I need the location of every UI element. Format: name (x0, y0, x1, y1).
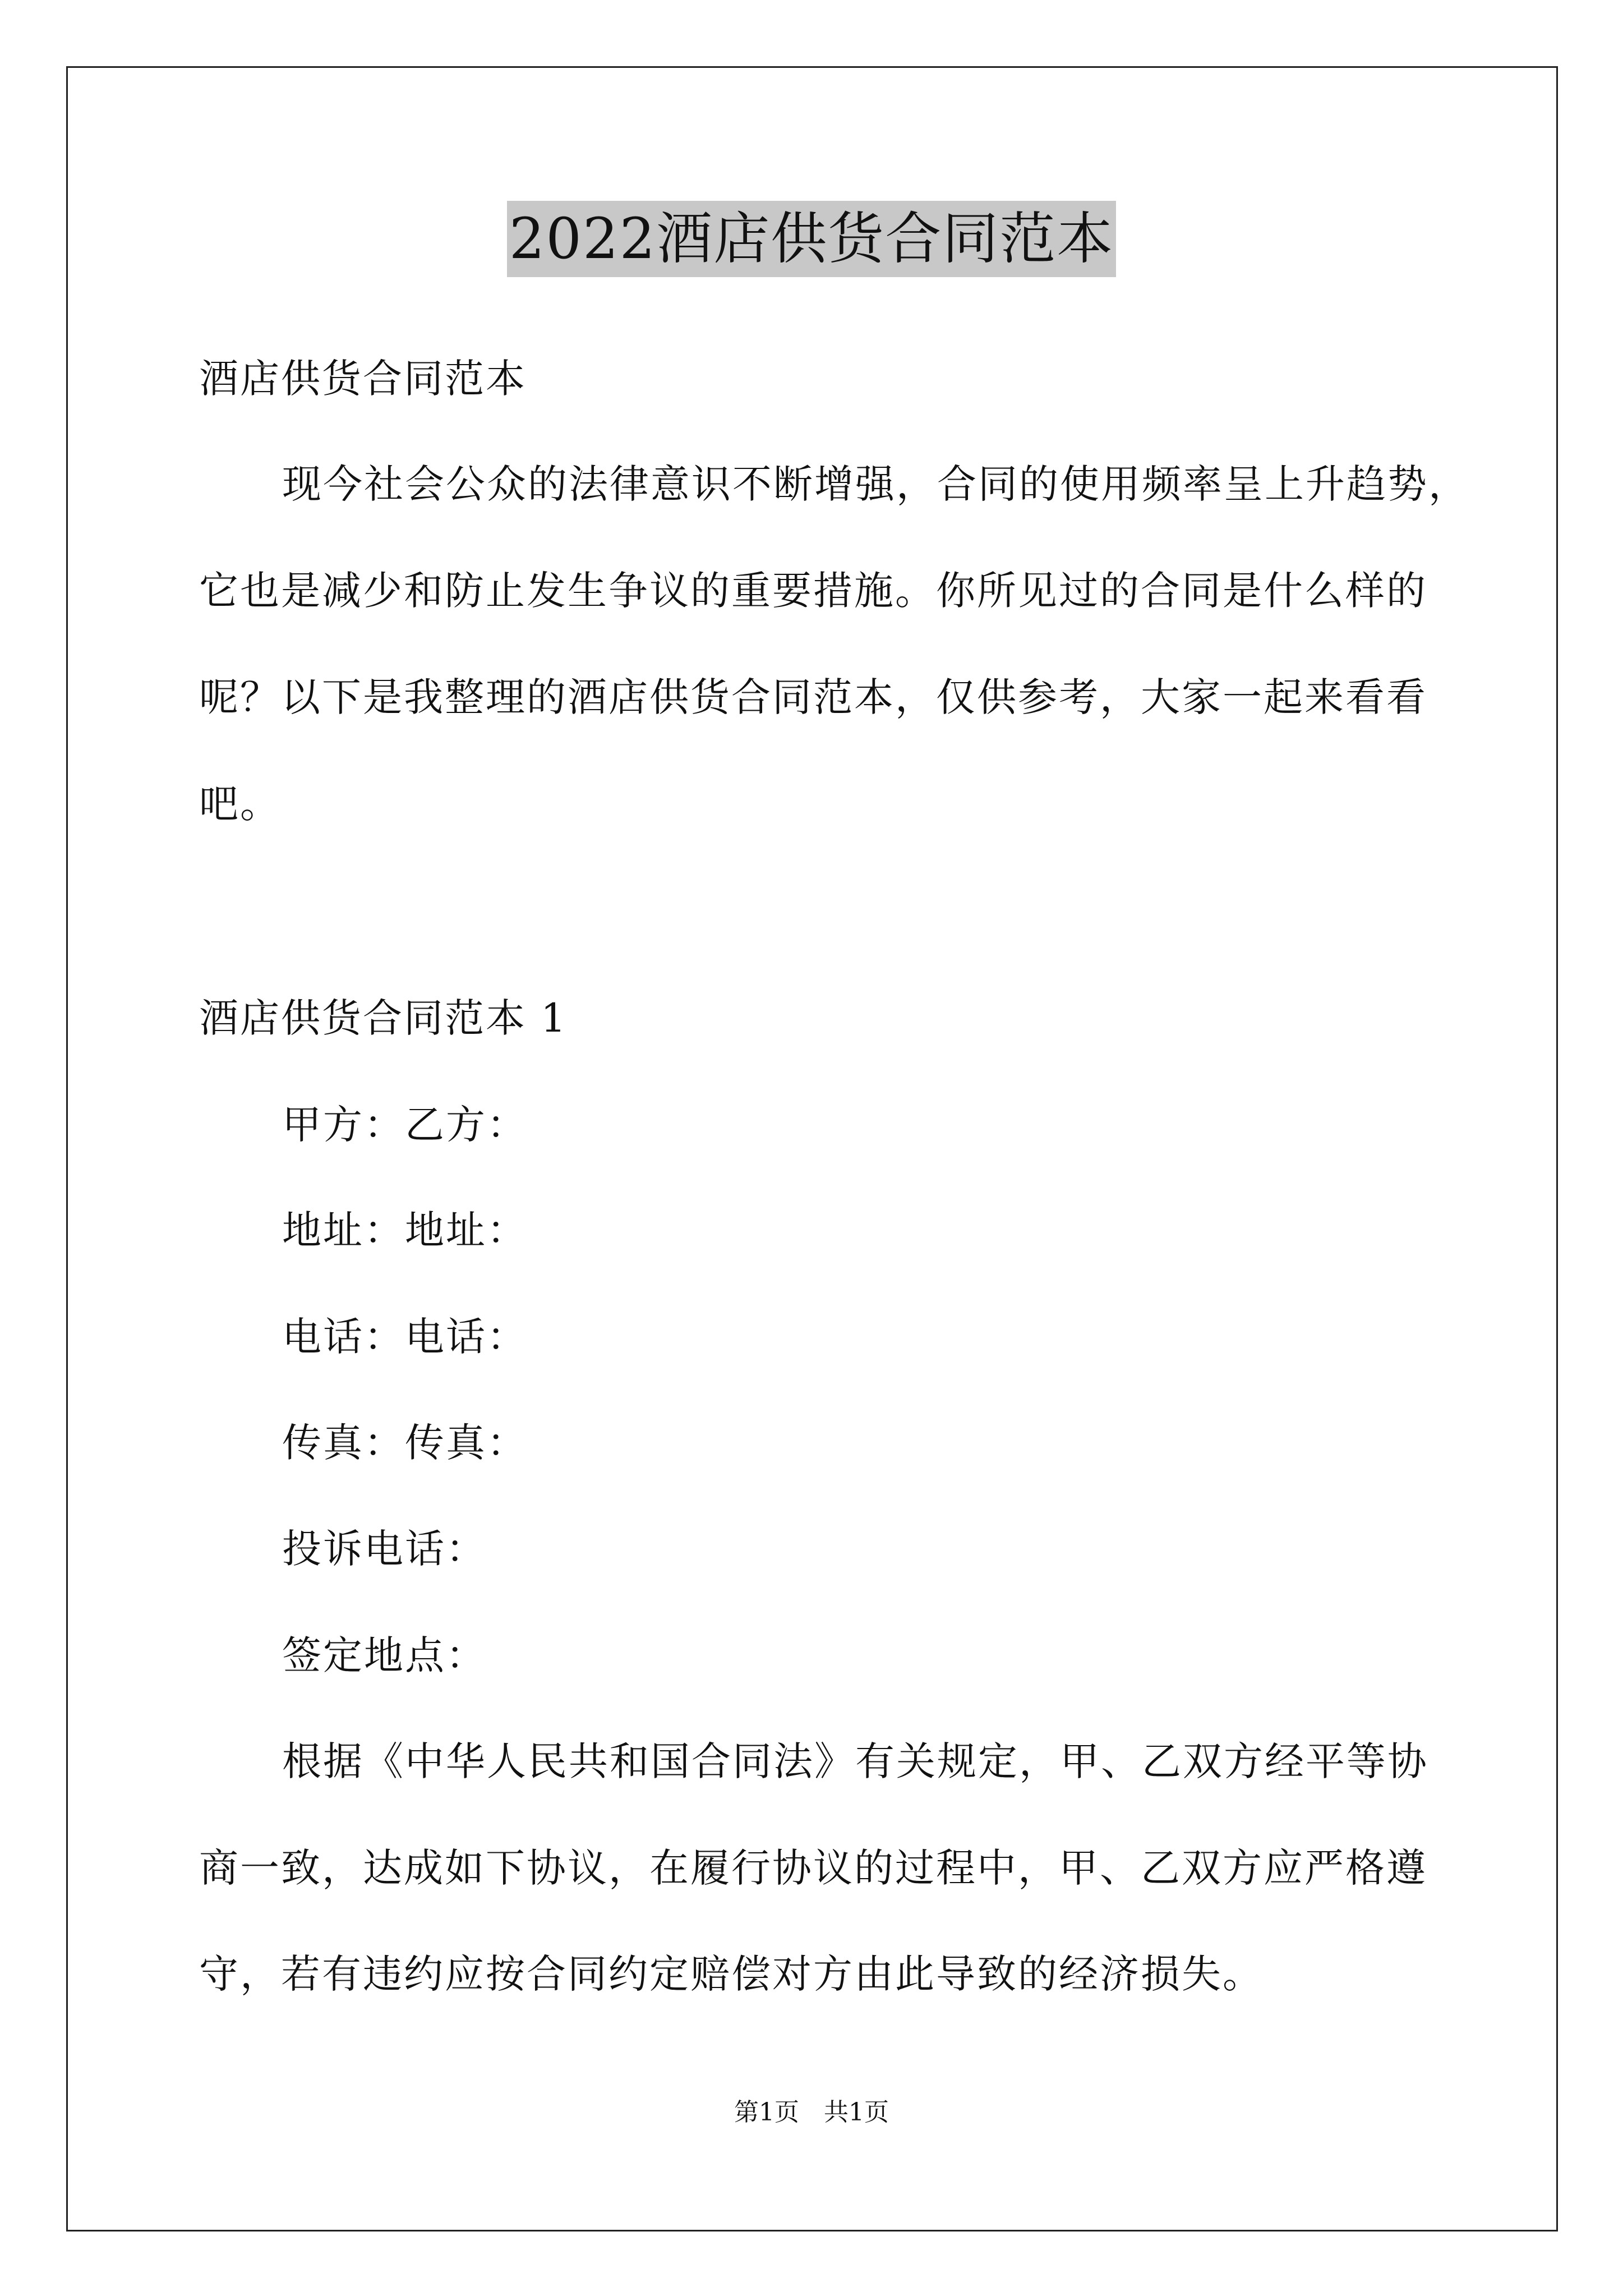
clause-line-2: 商一致，达成如下协议，在履行协议的过程中，甲、乙双方应严格遵 (199, 1845, 1427, 1891)
document-subtitle: 酒店供货合同范本 (199, 356, 527, 402)
clause-line-1: 根据《中华人民共和国合同法》有关规定，甲、乙双方经平等协 (282, 1738, 1428, 1784)
intro-line-2: 它也是减少和防止发生争议的重要措施。你所见过的合同是什么样的 (199, 568, 1427, 614)
field-phone: 电话：电话： (282, 1314, 528, 1360)
title-container (0, 201, 1623, 277)
field-complaint-phone: 投诉电话： (282, 1526, 487, 1572)
field-signing-place: 签定地点： (282, 1632, 487, 1678)
document-title: 2022酒店供货合同范本 (507, 201, 1117, 277)
section-heading: 酒店供货合同范本 1 (199, 995, 568, 1041)
field-party-names: 甲方：乙方： (282, 1102, 528, 1148)
clause-line-3: 守，若有违约应按合同约定赔偿对方由此导致的经济损失。 (199, 1951, 1264, 1997)
field-address: 地址：地址： (282, 1207, 528, 1253)
intro-line-4: 吧。 (199, 781, 281, 827)
intro-line-3: 呢？以下是我整理的酒店供货合同范本，仅供参考，大家一起来看看 (199, 674, 1427, 720)
field-fax: 传真：传真： (282, 1420, 528, 1466)
intro-line-1: 现今社会公众的法律意识不断增强，合同的使用频率呈上升趋势， (282, 461, 1469, 507)
page-footer: 第1页 共1页 (734, 2098, 889, 2127)
